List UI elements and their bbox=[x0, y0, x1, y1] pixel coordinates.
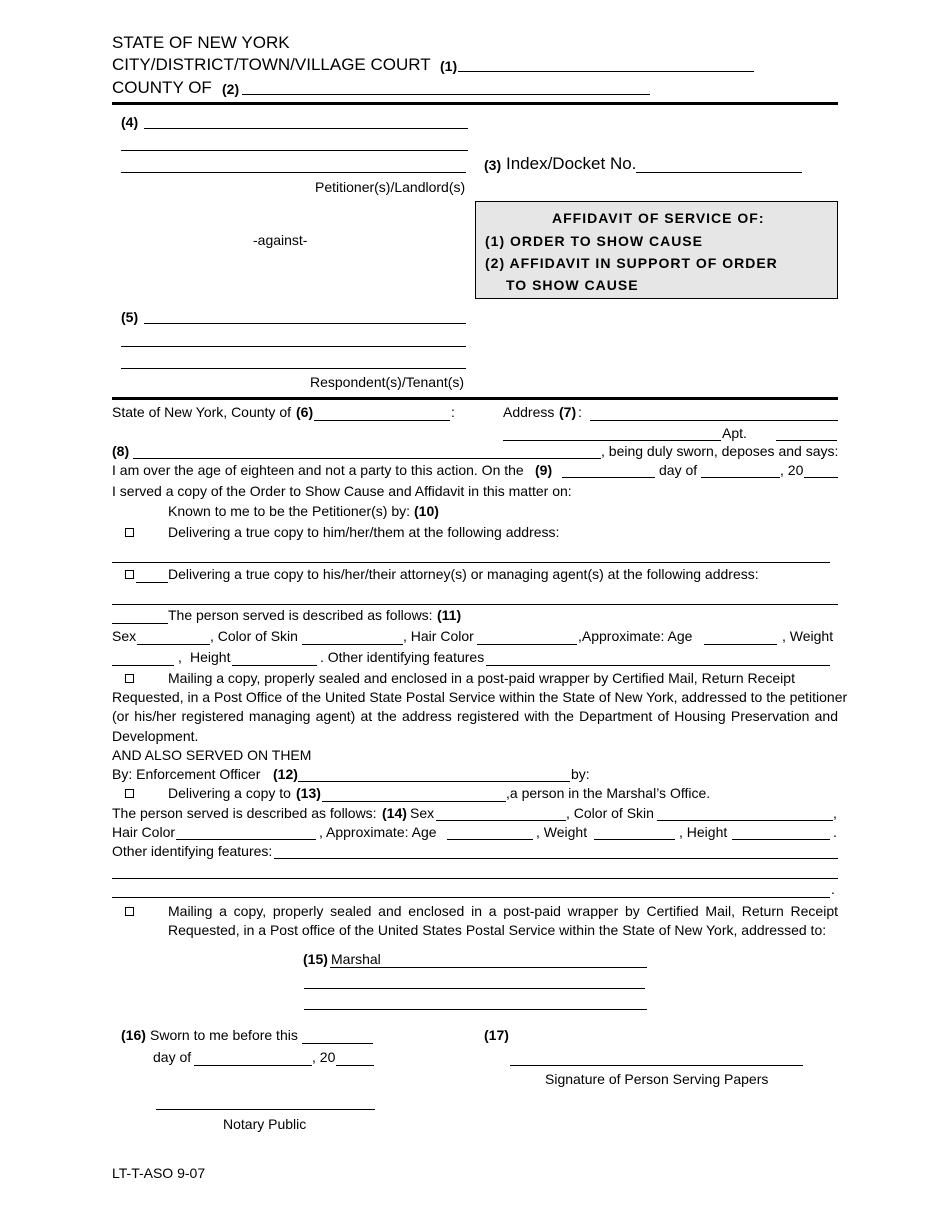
service-day-field[interactable] bbox=[562, 461, 655, 478]
height-field[interactable] bbox=[232, 649, 317, 666]
age2-label: , Approximate: Age bbox=[319, 824, 437, 840]
skin2-comma: , bbox=[833, 805, 837, 821]
other-features-label: . Other identifying features bbox=[320, 649, 485, 665]
jurat-day-field[interactable] bbox=[302, 1027, 373, 1044]
deliver-copy-field[interactable] bbox=[322, 785, 506, 802]
deliver-self-checkbox[interactable] bbox=[125, 528, 134, 537]
deponent-name-field[interactable] bbox=[133, 442, 601, 459]
officer-number: (12) bbox=[273, 766, 298, 782]
deliver-attorney-address-field[interactable] bbox=[112, 588, 838, 605]
respondent-field-1[interactable] bbox=[144, 307, 466, 324]
county-number: (2) bbox=[222, 81, 240, 97]
mail-petitioner-line-1: Mailing a copy, properly sealed and enclosed in a post-paid wrapper by Certified Mail, Return Receipt bbox=[168, 670, 795, 686]
other2-field-3[interactable] bbox=[112, 881, 830, 898]
header-court: CITY/DISTRICT/TOWN/VILLAGE COURT bbox=[112, 55, 431, 74]
index-label: Index/Docket No. bbox=[506, 154, 637, 173]
officer-by-label: by: bbox=[571, 766, 590, 782]
skin2-field[interactable] bbox=[657, 804, 833, 821]
described-text: The person served is described as follows: bbox=[168, 607, 433, 623]
jurat-number: (16) bbox=[121, 1027, 146, 1043]
respondent-field-3[interactable] bbox=[121, 352, 466, 369]
sex2-label: Sex bbox=[410, 805, 435, 821]
mail-marshal-checkbox[interactable] bbox=[125, 907, 134, 916]
marshal-number: (15) bbox=[303, 951, 328, 967]
sex-field[interactable] bbox=[137, 628, 210, 645]
officer-field[interactable] bbox=[298, 765, 570, 782]
height2-field[interactable] bbox=[732, 823, 830, 840]
caption-divider bbox=[112, 397, 838, 400]
apt-field[interactable] bbox=[776, 424, 837, 441]
respondent-label: Respondent(s)/Tenant(s) bbox=[310, 374, 465, 390]
known-number: (10) bbox=[414, 503, 439, 519]
other-features-field[interactable] bbox=[486, 649, 830, 666]
known-text: Known to me to be the Petitioner(s) by: bbox=[168, 503, 411, 519]
jurat-year-field[interactable] bbox=[336, 1049, 374, 1066]
venue-county-field[interactable] bbox=[314, 404, 450, 421]
signature-number: (17) bbox=[484, 1027, 509, 1043]
header-state: STATE OF NEW YORK bbox=[112, 33, 290, 52]
skin-label: , Color of Skin bbox=[210, 628, 298, 644]
title-box bbox=[475, 201, 838, 299]
described-number: (11) bbox=[437, 607, 462, 623]
mail-marshal-line-2: Requested, in a Post office of the United States Postal Service within the State of New York, addressed to: bbox=[168, 922, 827, 938]
service-year-field[interactable] bbox=[804, 461, 838, 478]
sex2-field[interactable] bbox=[436, 804, 566, 821]
officer-label: By: Enforcement Officer bbox=[112, 766, 261, 782]
petitioner-number: (4) bbox=[121, 114, 139, 130]
height-label: Height bbox=[190, 649, 231, 665]
hair2-label: Hair Color bbox=[112, 824, 176, 840]
petitioner-label: Petitioner(s)/Landlord(s) bbox=[315, 179, 466, 195]
petitioner-field-3[interactable] bbox=[121, 156, 466, 173]
title-line-3: (2) AFFIDAVIT IN SUPPORT OF ORDER bbox=[485, 255, 778, 271]
age-field[interactable] bbox=[704, 628, 777, 645]
address-field-1[interactable] bbox=[590, 404, 838, 421]
address-label: Address bbox=[503, 404, 555, 420]
age-label: ,Approximate: Age bbox=[578, 628, 693, 644]
marshal-field-2[interactable] bbox=[304, 972, 645, 989]
respondent-field-2[interactable] bbox=[121, 330, 466, 347]
mail-petitioner-line-2: Requested, in a Post Office of the United State Postal Service within the State of New York, addressed to the petitioner bbox=[112, 689, 848, 705]
skin-field[interactable] bbox=[302, 628, 403, 645]
apt-label: Apt. bbox=[722, 425, 747, 441]
respondent-number: (5) bbox=[121, 309, 139, 325]
title-line-2: (1) ORDER TO SHOW CAUSE bbox=[485, 233, 703, 249]
petitioner-field-2[interactable] bbox=[121, 134, 468, 151]
hair-label: , Hair Color bbox=[403, 628, 474, 644]
other2-label: Other identifying features: bbox=[112, 843, 273, 859]
deliver-self-text: Delivering a true copy to him/her/them at the following address: bbox=[168, 524, 560, 540]
petitioner-field-1[interactable] bbox=[144, 112, 468, 129]
deliver-attorney-text: Delivering a true copy to his/her/their attorney(s) or managing agent(s) at the following address: bbox=[168, 566, 759, 582]
other2-field-2[interactable] bbox=[112, 862, 838, 879]
server-signature-field[interactable] bbox=[510, 1049, 803, 1066]
index-number: (3) bbox=[484, 157, 502, 173]
address-number: (7) bbox=[559, 404, 577, 420]
marshal-label: Marshal bbox=[331, 951, 381, 967]
mail-petitioner-line-4: Development. bbox=[112, 728, 199, 744]
served-copy-text: I served a copy of the Order to Show Cause and Affidavit in this matter on: bbox=[112, 483, 572, 499]
signature-label: Signature of Person Serving Papers bbox=[545, 1071, 769, 1087]
jurat-year-prefix: , 20 bbox=[312, 1049, 336, 1065]
weight-field[interactable] bbox=[112, 649, 174, 666]
year-prefix: , 20 bbox=[780, 462, 804, 478]
deliver-copy-number: (13) bbox=[296, 785, 321, 801]
deliver-copy-checkbox[interactable] bbox=[125, 789, 134, 798]
weight2-label: , Weight bbox=[536, 824, 588, 840]
marshal-field-3[interactable] bbox=[304, 993, 647, 1010]
height-comma: , bbox=[178, 649, 182, 665]
notary-signature-field[interactable] bbox=[156, 1093, 375, 1110]
mail-petitioner-checkbox[interactable] bbox=[125, 674, 134, 683]
weight-label: , Weight bbox=[782, 628, 834, 644]
deliver-copy-label: Delivering a copy to bbox=[168, 785, 291, 801]
described2-number: (14) bbox=[382, 805, 407, 821]
sex-label: Sex bbox=[112, 628, 137, 644]
mail-marshal-line-1: Mailing a copy, properly sealed and enclosed in a post-paid wrapper by Certified Mail, Return Receipt bbox=[168, 903, 838, 919]
height2-period: . bbox=[833, 824, 837, 840]
venue-county-number: (6) bbox=[296, 404, 314, 420]
notary-label: Notary Public bbox=[223, 1116, 307, 1132]
hair-field[interactable] bbox=[477, 628, 577, 645]
date-number: (9) bbox=[535, 462, 553, 478]
header-county: COUNTY OF bbox=[112, 78, 212, 97]
jurat-day-of-label: day of bbox=[153, 1049, 192, 1065]
other2-period: . bbox=[831, 881, 835, 897]
skin2-label: , Color of Skin bbox=[566, 805, 654, 821]
index-field[interactable] bbox=[636, 156, 802, 173]
deliver-attorney-blank[interactable] bbox=[136, 566, 168, 583]
deponent-number: (8) bbox=[112, 443, 130, 459]
address-field-2[interactable] bbox=[503, 424, 721, 441]
height2-label: , Height bbox=[679, 824, 728, 840]
venue-label: State of New York, County of bbox=[112, 404, 291, 420]
court-field[interactable] bbox=[458, 55, 754, 72]
jurat-month-field[interactable] bbox=[194, 1049, 312, 1066]
service-month-field[interactable] bbox=[701, 461, 780, 478]
address-colon: : bbox=[578, 404, 582, 420]
title-line-4: TO SHOW CAUSE bbox=[506, 277, 639, 293]
sworn-text: , being duly sworn, deposes and says: bbox=[601, 443, 839, 459]
jurat-sworn-text: Sworn to me before this bbox=[150, 1027, 298, 1043]
also-served-text: AND ALSO SERVED ON THEM bbox=[112, 747, 312, 763]
title-line-1: AFFIDAVIT OF SERVICE OF: bbox=[552, 210, 765, 226]
county-field[interactable] bbox=[242, 78, 650, 95]
header-divider bbox=[112, 102, 838, 105]
mail-petitioner-line-3: (or his/her registered managing agent) at the address registered with the Department of Housing Preservation and bbox=[112, 708, 838, 724]
described2-text: The person served is described as follows: bbox=[112, 805, 377, 821]
day-of-label: day of bbox=[659, 462, 698, 478]
weight2-field[interactable] bbox=[594, 823, 675, 840]
deliver-self-address-field[interactable] bbox=[112, 546, 830, 563]
court-number: (1) bbox=[440, 58, 458, 74]
described-blank[interactable] bbox=[112, 607, 168, 624]
marshal-office-text: ,a person in the Marshal’s Office. bbox=[506, 785, 711, 801]
venue-colon: : bbox=[451, 404, 455, 420]
hair2-field[interactable] bbox=[176, 823, 316, 840]
against-label: -against- bbox=[253, 232, 308, 248]
form-id: LT-T-ASO 9-07 bbox=[112, 1165, 206, 1181]
other2-field-1[interactable] bbox=[274, 842, 838, 859]
age2-field[interactable] bbox=[447, 823, 533, 840]
deliver-attorney-checkbox[interactable] bbox=[125, 570, 134, 579]
age-text: I am over the age of eighteen and not a party to this action. On the bbox=[112, 462, 524, 478]
